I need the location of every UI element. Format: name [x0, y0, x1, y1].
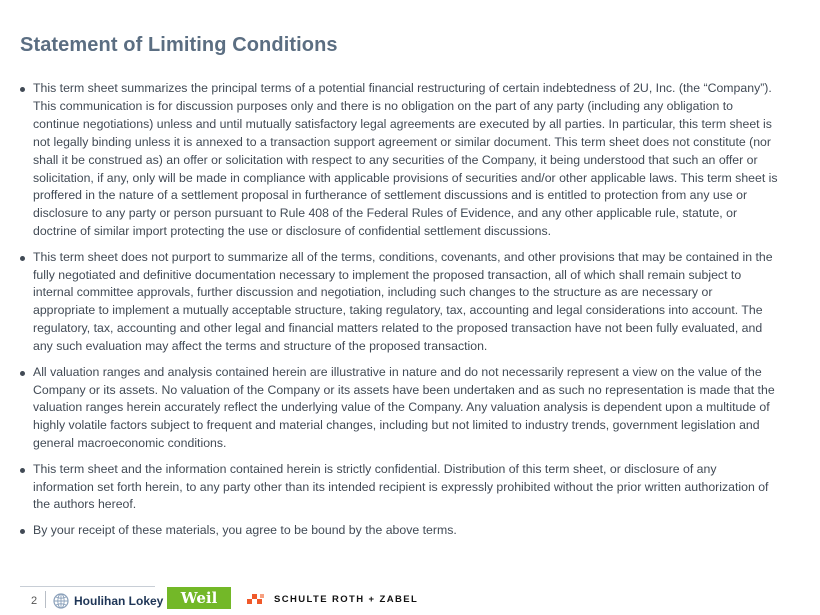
houlihan-lokey-logo — [53, 592, 163, 610]
list-item — [20, 461, 778, 515]
bullet-text: By your receipt of these materials, you agree to be bound by the above terms. — [33, 522, 457, 537]
list-item — [20, 80, 778, 241]
weil-name: Weil — [180, 589, 218, 607]
bullet-icon — [20, 87, 25, 92]
bullet-icon — [20, 371, 25, 376]
page-number: 2 — [31, 595, 38, 607]
footer — [20, 586, 820, 612]
bullet-text: This term sheet summarizes the principal terms of a potential financial restructuring of certain indebtedness of 2U, Inc. (the “Company”). This communication is for discussion purposes only and there is no obligation on the part of any party (including any obligation to continue negotiations) unless and until mutually satisfactory legal agreements are executed by all parties. In particular, this term sheet is not legally binding unless it is annexed to a transaction support agreement or similar document. This term sheet does not constitute (nor shall it be construed as) an offer or solicitation with respect to any securities of the Company, it being understood that such an offer or solicitation, if any, only will be made in compliance with applicable provisions of securities and/or other applicable laws. This term sheet is proffered in the nature of a settlement proposal in furtherance of settlement discussions and is entitled to protection from any use or disclosure to any party or person pursuant to Rule 408 of the Federal Rules of Evidence, and any other applicable rule, statute, or doctrine of similar import protecting the use or disclosure of confidential settlement discussions. — [33, 81, 778, 239]
footer-separator — [45, 591, 46, 608]
bullet-text: This term sheet does not purport to summarize all of the terms, conditions, covenants, and other provisions that may be contained in the fully negotiated and definitive documentation necessary to implement the proposed transaction, all of which shall remain subject to internal committee approvals, further discussion and negotiation, including such changes to the structure as are necessary or appropriate to implement a mutually acceptable structure, taking regulatory, tax, accounting and legal considerations into account. The regulatory, tax, accounting and other legal and financial matters related to the proposed transaction have not been fully evaluated, and any such evaluation may affect the terms and structure of the proposed transaction. — [33, 249, 773, 354]
bullet-icon — [20, 468, 25, 473]
weil-logo — [167, 587, 231, 609]
houlihan-lokey-globe-icon — [53, 593, 69, 609]
page-title: Statement of Limiting Conditions — [20, 34, 338, 56]
footer-divider — [20, 586, 155, 587]
list-item — [20, 522, 778, 540]
list-item — [20, 364, 778, 454]
srz-name: SCHULTE ROTH + ZABEL — [274, 593, 419, 605]
bullet-icon — [20, 256, 25, 261]
bullet-icon — [20, 529, 25, 534]
list-item — [20, 249, 778, 356]
houlihan-lokey-name: Houlihan Lokey — [74, 594, 164, 608]
bullet-list — [20, 80, 778, 547]
srz-squares-icon — [247, 593, 265, 605]
schulte-roth-zabel-logo — [247, 593, 418, 605]
bullet-text: This term sheet and the information contained herein is strictly confidential. Distribution of this term sheet, or disclosure of any information set forth herein, to any party other than its intended recipient is expressly prohibited without the prior written authorization of the authors hereof. — [33, 461, 769, 512]
bullet-text: All valuation ranges and analysis contained herein are illustrative in nature and do not necessarily represent a view on the value of the Company or its assets. No valuation of the Company or its assets have been undertaken and as such no representation is made that the valuation ranges herein accurately reflect the underlying value of the Company. Any valuation analysis is dependent upon a multitude of highly volatile factors subject to frequent and material changes, including but not limited to industry trends, government legislation and general macroeconomic conditions. — [33, 364, 775, 451]
